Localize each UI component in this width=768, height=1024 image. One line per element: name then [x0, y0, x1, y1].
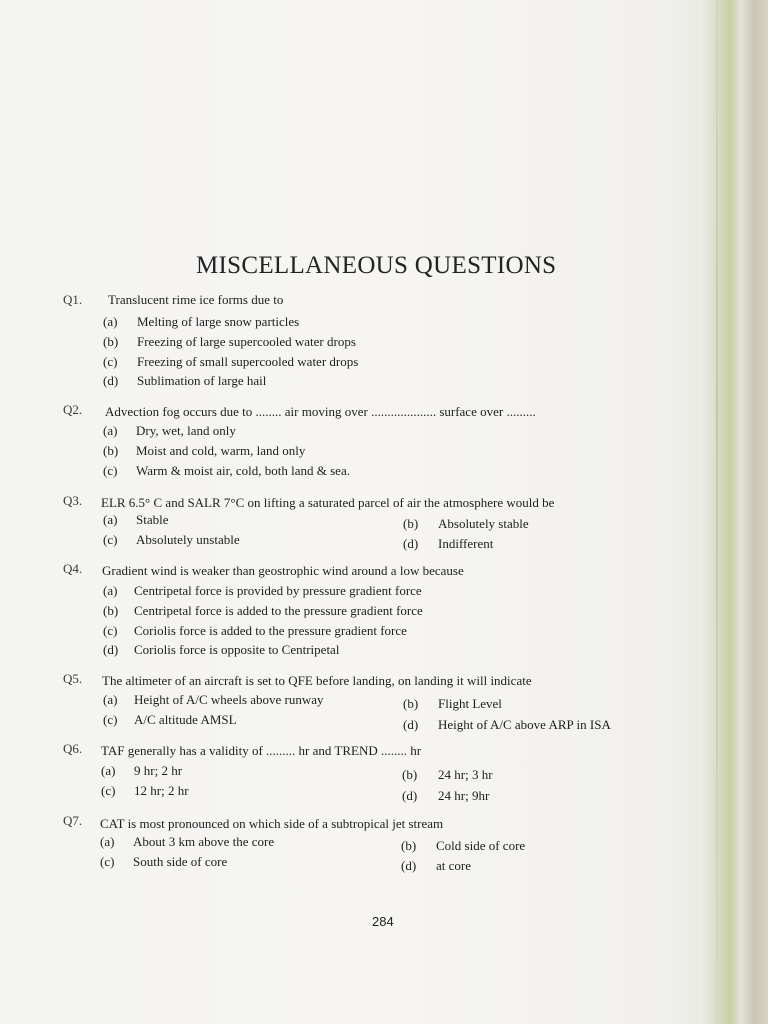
option-text: South side of core [133, 854, 228, 869]
option-label: (b) [403, 696, 419, 711]
option-label: (b) [103, 443, 119, 458]
option-text: at core [436, 858, 472, 873]
option-text: Freezing of large supercooled water drops [137, 334, 356, 349]
option-label: (a) [100, 834, 115, 849]
question-number: Q7. [63, 813, 83, 828]
option-text: Height of A/C above ARP in ISA [438, 717, 611, 732]
option-label: (d) [403, 536, 419, 551]
option-label: (a) [103, 423, 118, 438]
option-label: (c) [103, 623, 118, 638]
question-text: Gradient wind is weaker than geostrophic wind around a low because [102, 563, 464, 578]
option-text: Centripetal force is provided by pressure gradient force [134, 583, 422, 598]
option-label: (c) [101, 783, 116, 798]
option-text: 9 hr; 2 hr [134, 763, 183, 778]
option-text: Moist and cold, warm, land only [136, 443, 306, 458]
option-text: Melting of large snow particles [137, 314, 300, 329]
option-text: Freezing of small supercooled water drops [137, 354, 359, 369]
question-text: Advection fog occurs due to ........ air moving over .................... surface over ......... [105, 404, 536, 419]
option-text: Coriolis force is opposite to Centripetal [134, 642, 340, 657]
question-number: Q2. [63, 402, 83, 417]
option-label: (b) [103, 603, 119, 618]
option-label: (b) [103, 334, 119, 349]
option-label: (d) [401, 858, 417, 873]
option-label: (c) [100, 854, 115, 869]
option-label: (a) [103, 512, 118, 527]
option-text: 24 hr; 9hr [438, 788, 490, 803]
option-text: Cold side of core [436, 838, 526, 853]
option-label: (c) [103, 463, 118, 478]
option-text: Stable [136, 512, 169, 527]
option-label: (a) [101, 763, 116, 778]
option-text: Coriolis force is added to the pressure gradient force [134, 623, 407, 638]
option-label: (c) [103, 712, 118, 727]
page-number: 284 [372, 914, 394, 929]
question-text: The altimeter of an aircraft is set to QFE before landing, on landing it will indicate [102, 673, 532, 688]
option-label: (c) [103, 532, 118, 547]
option-text: 24 hr; 3 hr [438, 767, 493, 782]
question-text: TAF generally has a validity of ......... hr and TREND ........ hr [101, 743, 422, 758]
option-label: (d) [103, 642, 119, 657]
option-text: Warm & moist air, cold, both land & sea. [136, 463, 350, 478]
question-text: CAT is most pronounced on which side of a subtropical jet stream [100, 816, 444, 831]
option-label: (a) [103, 314, 118, 329]
option-text: Absolutely stable [438, 516, 529, 531]
option-text: Absolutely unstable [136, 532, 240, 547]
option-text: A/C altitude AMSL [134, 712, 237, 727]
option-label: (b) [402, 767, 418, 782]
question-number: Q6. [63, 741, 83, 756]
option-text: Dry, wet, land only [136, 423, 236, 438]
option-label: (c) [103, 354, 118, 369]
option-text: Flight Level [438, 696, 502, 711]
page-title: MISCELLANEOUS QUESTIONS [196, 252, 557, 279]
option-label: (a) [103, 692, 118, 707]
option-label: (d) [402, 788, 418, 803]
question-text: ELR 6.5° C and SALR 7°C on lifting a saturated parcel of air the atmosphere would be [101, 495, 555, 510]
question-number: Q3. [63, 493, 83, 508]
option-text: Indifferent [438, 536, 494, 551]
question-number: Q5. [63, 671, 83, 686]
option-text: 12 hr; 2 hr [134, 783, 189, 798]
option-label: (d) [103, 373, 119, 388]
option-text: Centripetal force is added to the pressure gradient force [134, 603, 423, 618]
question-number: Q1. [63, 292, 83, 307]
option-text: Height of A/C wheels above runway [134, 692, 324, 707]
option-label: (b) [401, 838, 417, 853]
page-edge-line [716, 0, 718, 1024]
option-label: (a) [103, 583, 118, 598]
question-number: Q4. [63, 561, 83, 576]
option-text: Sublimation of large hail [137, 373, 267, 388]
page-edge-shadow [700, 0, 768, 1024]
option-label: (b) [403, 516, 419, 531]
question-text: Translucent rime ice forms due to [108, 292, 284, 307]
option-label: (d) [403, 717, 419, 732]
option-text: About 3 km above the core [133, 834, 275, 849]
